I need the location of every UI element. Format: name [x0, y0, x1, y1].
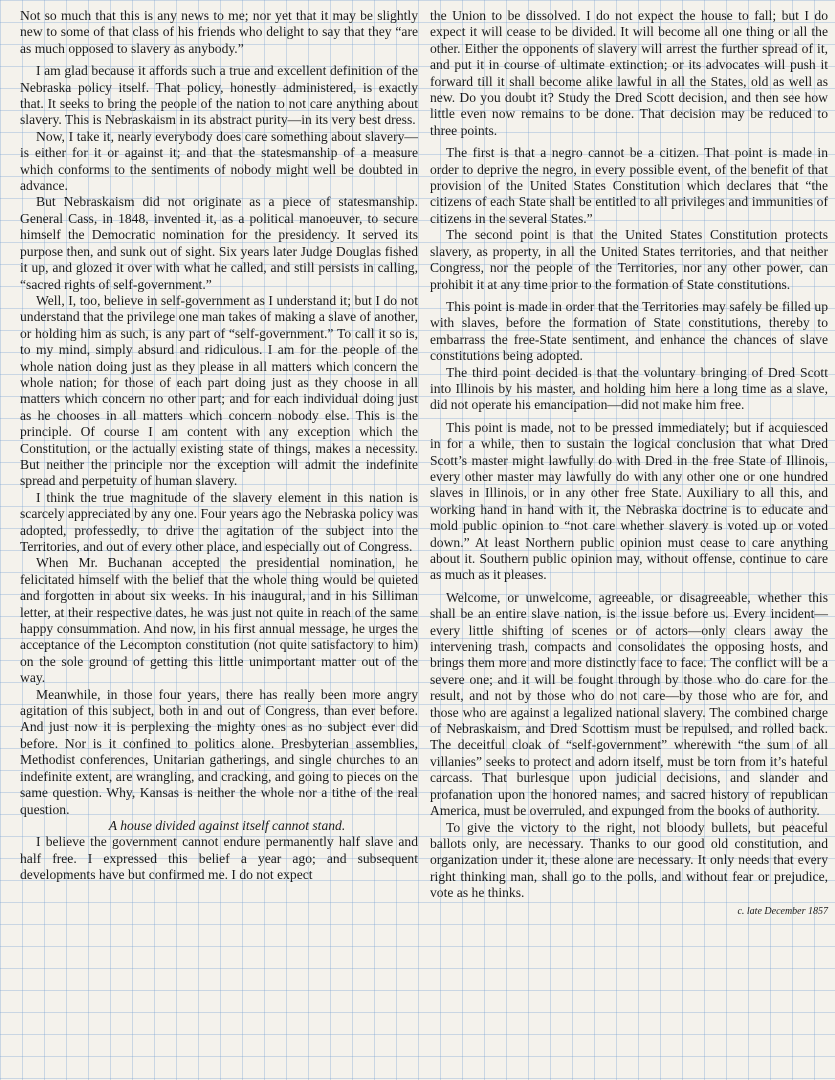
paragraph: Well, I, too, believe in self-government as I understand it; but I do not understand that the privilege one man takes of making a slave of another, or holding him as such, is any part of “self-government.” To call it so is, to my mind, simply absurd and ridiculous. I am for the people of the whole nation doing just as they please in all matters which concern the whole nation; for those of each part doing just as they choose in all matters which concern no other part; and for each individual doing just as he chooses in all matters which concern nobody else. This is the principle. Of course I am content with any exception which the Constitution, or the actually existing state of things, makes a necessity. But neither the principle nor the exception will admit the indefinite spread and perpetuity of human slavery.	[20, 292, 418, 489]
paragraph: This point is made, not to be pressed immediately; but if acquiesced in for a while, then to sustain the logical conclusion that what Dred Scott’s master might lawfully do with Dred in the free State of Illinois, every other master may lawfully do with any other one or one hundred slaves in Illinois, or in any other free State. Auxiliary to all this, and working hand in hand with it, the Nebraska doctrine is to educate and mold public opinion to “not care whether slavery is voted up or voted down.” At least Northern public opinion must cease to care anything about it. Southern public opinion may, without offense, continue to care as much as it pleases.	[430, 419, 828, 583]
section-heading: A house divided against itself cannot stand.	[108, 817, 346, 833]
paragraph: When Mr. Buchanan accepted the presidential nomination, he felicitated himself with the belief that the whole thing would be quieted and forgotten in about six weeks. In his inaugural, and in his Silliman letter, at their respective dates, he was just not quite in reach of the same happy consummation. And now, in his first annual message, he urges the acceptance of the Lecompton constitution (not quite satisfactory to him) on the sole ground of getting this little unimportant matter out of the way.	[20, 555, 418, 686]
paragraph: Not so much that this is any news to me; nor yet that it may be slightly new to some of that class of his friends who delight to say that they “are as much opposed to slavery as anybody.”	[20, 8, 418, 56]
date-signature: c. late December 1857	[737, 905, 828, 917]
paragraph: I am glad because it affords such a true and excellent definition of the Nebraska policy itself. That policy, honestly administered, is exactly that. It seeks to bring the people of the nation to not care anything about slavery. This is Nebraskaism in its abstract purity—in its very best dress.	[20, 63, 418, 128]
paragraph: I believe the government cannot endure permanently half slave and half free. I expressed this belief a year ago; and subsequent developments have but confirmed me. I do not expect	[20, 834, 418, 883]
paragraph: Welcome, or unwelcome, agreeable, or disagreeable, whether this shall be an entire slave nation, is the issue before us. Every incident—every little shifting of scenes or of actors—only clears away the intervening trash, compacts and consolidates the opposing hosts, and brings them more and more distinctly face to face. The conflict will be a severe one; and it will be fought through by those who do care for the result, and not by those who do not care—by those who are for, and those who are against a legalized national slavery. The combined charge of Nebraskaism, and Dred Scottism must be repulsed, and rolled back. The deceitful cloak of “self-government” wherewith “the sum of all villanies” seeks to protect and adorn itself, must be torn from it’s hateful carcass. That burlesque upon judicial decisions, and slander and profanation upon the honored names, and sacred history of republican America, must be overruled, and expunged from the books of authority.	[430, 589, 828, 819]
paragraph: The second point is that the United States Constitution protects slavery, as property, in all the United States territories, and that neither Congress, nor the people of the Territories, nor any other power, can prohibit it at any time prior to the formation of State constitutions.	[430, 227, 828, 292]
left-column	[20, 8, 418, 884]
paragraph: I think the true magnitude of the slavery element in this nation is scarcely appreciated by any one. Four years ago the Nebraska policy was adopted, professedly, to drive the agitation of the subject into the Territories, and out of every other place, and especially out of Congress.	[20, 489, 418, 554]
right-column	[430, 8, 828, 920]
paragraph: To give the victory to the right, not bloody bullets, but peaceful ballots only, are necessary. Thanks to our good old constitution, and organization under it, these alone are necessary. It only needs that every right thinking man, shall go to the polls, and without fear or prejudice, vote as he thinks.	[430, 819, 828, 901]
paragraph: the Union to be dissolved. I do not expect the house to fall; but I do expect it will cease to be divided. It will become all one thing or all the other. Either the opponents of slavery will arrest the further spread of it, and put it in course of ultimate extinction; or its advocates will push it forward till it shall become alike lawful in all the States, old as well as new. Do you doubt it? Study the Dred Scott decision, and then see how little even now remains to be done. That decision may be reduced to three points.	[430, 8, 828, 138]
paragraph: Now, I take it, nearly everybody does care something about slavery—is either for it or against it; and that the statesmanship of a measure which conforms to the sentiments of nobody might well be doubted in advance.	[20, 128, 418, 194]
paragraph: The third point decided is that the voluntary bringing of Dred Scott into Illinois by his master, and holding him here a long time as a slave, did not operate his emancipation—did not make him free.	[430, 364, 828, 413]
paragraph: Meanwhile, in those four years, there has really been more angry agitation of this subject, both in and out of Congress, than ever before. And just now it is perplexing the mighty ones as no subject ever did before. Nor is it confined to politics alone. Presbyterian assemblies, Methodist conferences, Unitarian gatherings, and single churches to an indefinite extent, are wrangling, and cracking, and going to pieces on the same question. Why, Kansas is neither the whole nor a tithe of the real question.	[20, 686, 418, 817]
paragraph: But Nebraskaism did not originate as a piece of statesmanship. General Cass, in 1848, invented it, as a political manoeuver, to secure himself the Democratic nomination for the presidency. It served its purpose then, and sunk out of sight. Six years later Judge Douglas fished it up, and glozed it over with what he called, and still persists in calling, “sacred rights of self-government.”	[20, 194, 418, 292]
paragraph: The first is that a negro cannot be a citizen. That point is made in order to deprive the negro, in every possible event, of the benefit of that provision of the United States Constitution which declares that “the citizens of each State shall be entitled to all privileges and immunities of citizens in the several States.”	[430, 145, 828, 226]
paragraph: This point is made in order that the Territories may safely be filled up with slaves, before the formation of State constitutions, thereby to embarrass the free-State sentiment, and enhance the chances of slave constitutions being adopted.	[430, 298, 828, 364]
